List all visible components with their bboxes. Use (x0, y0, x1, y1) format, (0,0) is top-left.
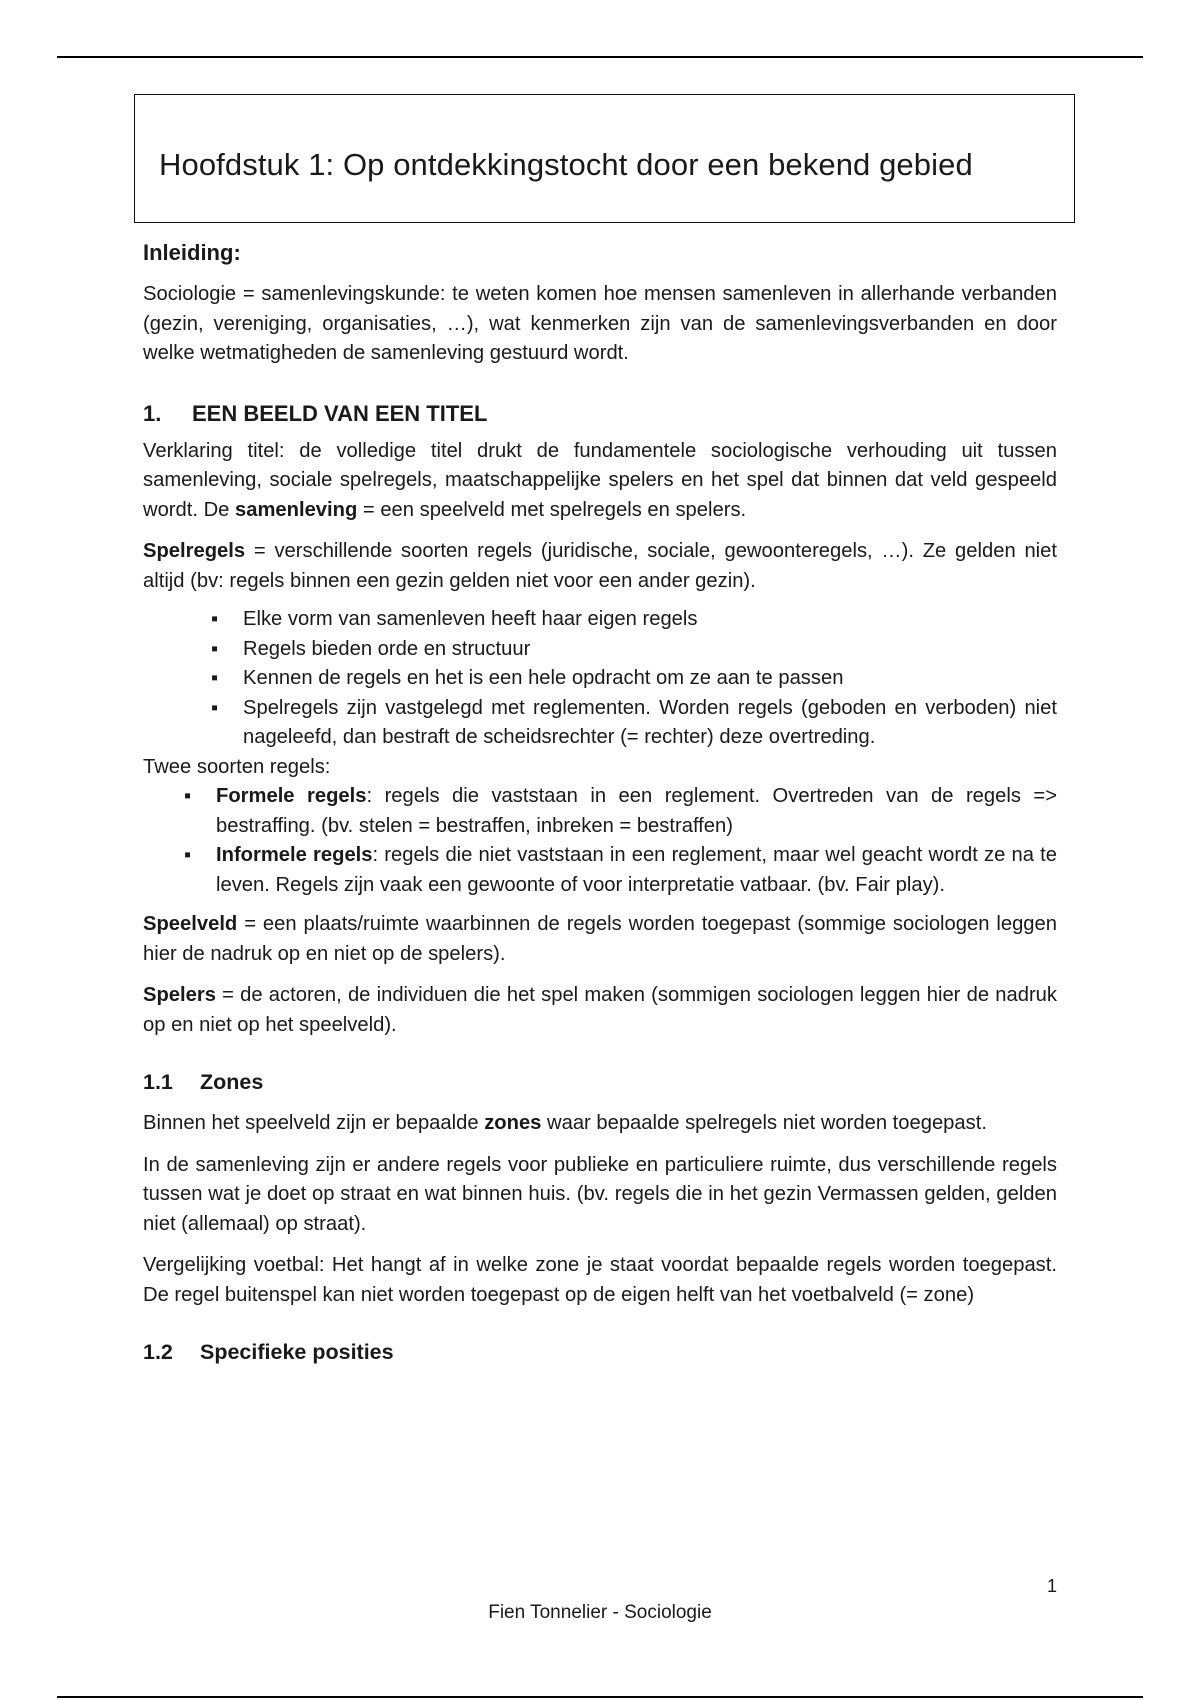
bold-term-formele-regels: Formele regels (216, 785, 367, 807)
chapter-title: Hoofdstuk 1: Op ontdekkingstocht door een bekend gebied (159, 147, 973, 182)
section-1-1-number: 1.1 (143, 1070, 173, 1094)
section-1-1-title: Zones (200, 1070, 264, 1094)
bold-term-speelveld: Speelveld (143, 913, 238, 935)
zones-paragraph-1: Binnen het speelveld zijn er bepaalde zones waar bepaalde spelregels niet worden toegepast. (143, 1112, 987, 1134)
section-1-title: EEN BEELD VAN EEN TITEL (192, 400, 488, 426)
speelveld-paragraph: Speelveld = een plaats/ruimte waarbinnen de regels worden toegepast (sommige sociologen leggen hier de nadruk op en niet op de spelers). (143, 913, 1057, 965)
bold-term-samenleving: samenleving (235, 498, 358, 521)
list-item: ▪ Informele regels: regels die niet vaststaan in een reglement, maar wel geacht wordt ze na te leven. Regels zijn vaak een gewoonte of voor interpretatie vatbaar. (bv. Fair play). (216, 841, 1057, 900)
section-1-heading (143, 401, 1057, 427)
list-item: ▪ Elke vorm van samenleven heeft haar eigen regels (243, 605, 1057, 635)
list-item: ▪ Kennen de regels en het is een hele opdracht om ze aan te passen (243, 664, 1057, 694)
spelregels-bullet-list (243, 605, 1057, 753)
document-body (143, 240, 1057, 1365)
intro-heading: Inleiding: (143, 240, 241, 265)
title-explanation-paragraph: Verklaring titel: de volledige titel drukt de fundamentele sociologische verhouding uit tussen samenleving, sociale spelregels, maatschappelijke spelers en het spel dat binnen dat veld gespeeld wordt. De samenleving = een speelveld met spelregels en spelers. (143, 439, 1057, 521)
footer-text: Fien Tonnelier - Sociologie (488, 1602, 712, 1623)
section-1-2-heading (143, 1340, 1057, 1365)
list-item: ▪ Regels bieden orde en structuur (243, 635, 1057, 665)
two-kinds-label: Twee soorten regels: (143, 755, 331, 778)
bold-term-spelers: Spelers (143, 984, 216, 1006)
section-1-2-number: 1.2 (143, 1340, 173, 1364)
rule-types-list (216, 782, 1057, 900)
zones-paragraph-2: In de samenleving zijn er andere regels voor publieke en particuliere ruimte, dus verschillende regels tussen wat je doet op straat en wat binnen huis. (bv. regels die in het gezin Vermassen gelden, gelden niet (allemaal) op straat). (143, 1153, 1057, 1235)
spelregels-paragraph: Spelregels = verschillende soorten regels (juridische, sociale, gewoonteregels, …). Ze gelden niet altijd (bv: regels binnen een gezin gelden niet voor een ander gezin). (143, 540, 1057, 592)
section-1-2-title: Specifieke posities (200, 1340, 394, 1364)
list-item: ▪ Formele regels: regels die vaststaan in een reglement. Overtreden van de regels => bestraffing. (bv. stelen = bestraffen, inbreken = bestraffen) (216, 782, 1057, 841)
spelers-paragraph: Spelers = de actoren, de individuen die het spel maken (sommigen sociologen leggen hier de nadruk op en niet op het speelveld). (143, 984, 1057, 1036)
zones-paragraph-3: Vergelijking voetbal: Het hangt af in welke zone je staat voordat bepaalde regels worden toegepast. De regel buitenspel kan niet worden toegepast op de eigen helft van het voetbalveld (= zone) (143, 1254, 1057, 1306)
bottom-rule (57, 1696, 1143, 1698)
section-1-number: 1. (143, 400, 162, 426)
bold-term-informele-regels: Informele regels (216, 844, 373, 866)
chapter-title-box (134, 94, 1075, 223)
bold-term-spelregels: Spelregels (143, 540, 246, 562)
top-rule (57, 56, 1143, 58)
section-1-1-heading (143, 1070, 1057, 1095)
bold-term-zones: zones (484, 1112, 542, 1134)
intro-paragraph: Sociologie = samenlevingskunde: te weten komen hoe mensen samenleven in allerhande verbanden (gezin, vereniging, organisaties, …), wat kenmerken zijn van de samenlevingsverbanden en door welke wetmatigheden de samenleving gestuurd wordt. (143, 283, 1057, 364)
list-item: ▪ Spelregels zijn vastgelegd met reglementen. Worden regels (geboden en verboden) niet nageleefd, dan bestraft de scheidsrechter (= rechter) deze overtreding. (243, 694, 1057, 753)
page-number: 1 (1046, 1576, 1057, 1596)
